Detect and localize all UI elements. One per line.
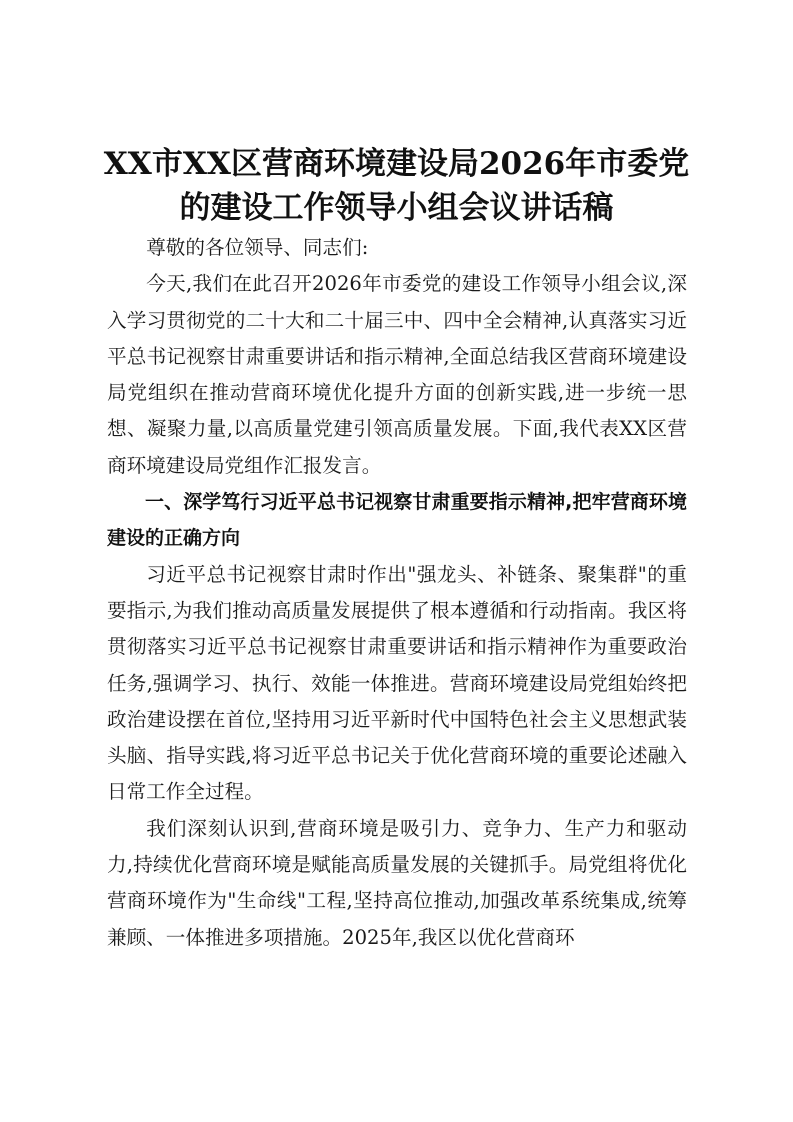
paragraph-section1-body1: 习近平总书记视察甘肃时作出"强龙头、补链条、聚集群"的重要指示,为我们推动高质量发展提供了根本遵循和行动指南。我区将贯彻落实习近平总书记视察甘肃重要讲话和指示精神作为重要政治任务,强调学习、执行、效能一体推进。营商环境建设局党组始终把政治建设摆在首位,坚持用习近平新时代中国特色社会主义思想武装头脑、指导实践,将习近平总书记关于优化营商环境的重要论述融入日常工作全过程。	[107, 562, 687, 804]
document-body	[107, 230, 687, 956]
paragraph-salutation: 尊敬的各位领导、同志们:	[146, 236, 369, 259]
section-heading-1: 一、深学笃行习近平总书记视察甘肃重要指示精神,把牢营商环境建设的正确方向	[107, 491, 687, 550]
document-title: XX市XX区营商环境建设局2026年市委党的建设工作领导小组会议讲话稿	[103, 146, 690, 226]
paragraph-opening: 今天,我们在此召开2026年市委党的建设工作领导小组会议,深入学习贯彻党的二十大和二十届三中、四中全会精神,认真落实习近平总书记视察甘肃重要讲话和指示精神,全面总结我区营商环境建设局党组织在推动营商环境优化提升方面的创新实践,进一步统一思想、凝聚力量,以高质量党建引领高质量发展。下面,我代表XX区营商环境建设局党组作汇报发言。	[107, 272, 687, 477]
paragraph-section1-body2: 我们深刻认识到,营商环境是吸引力、竞争力、生产力和驱动力,持续优化营商环境是赋能高质量发展的关键抓手。局党组将优化营商环境作为"生命线"工程,坚持高位推动,加强改革系统集成,统筹兼顾、一体推进多项措施。2025年,我区以优化营商环	[107, 816, 687, 949]
